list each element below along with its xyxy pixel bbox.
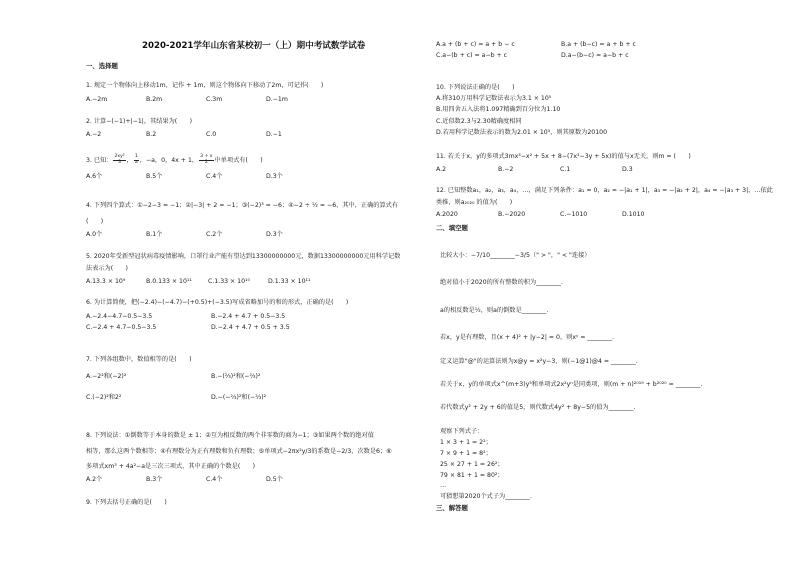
option-a: A.2个	[86, 476, 103, 483]
option-d: D.−1	[266, 131, 282, 138]
question-2: 2. 计算−(−1)+|−1|，其结果为( )	[86, 118, 192, 125]
fill-question-8-end: 可猜想第2020个式子为________.	[440, 493, 532, 500]
question-10-option-c: C.近似数2.3与2.30精确度相同	[436, 118, 522, 125]
fill-question-8-line2: 7 × 9 + 1 = 8²；	[440, 450, 492, 457]
question-10-option-d: D.若用科学记数法表示的数为2.01 × 10⁵，则其原数为20100	[436, 129, 608, 136]
question-8-line2: 相等，那么这两个数相等；④有理数分为正有理数和负有理数；⑤单项式−2πx²y/3的系数是−2/3，次数是6；⑥	[86, 448, 392, 455]
section-fill: 二、填空题	[436, 224, 468, 232]
option-d: D.1010	[622, 211, 645, 218]
option-a: A.13.3 × 10⁹	[86, 278, 126, 285]
right-column	[436, 0, 773, 562]
question-7-options-row1	[86, 373, 336, 381]
question-3: 3. 已知： $\frac{\text{2xy²}}{3}$ ， $\frac{1}{a}$ ，−a，0，4x + 1， $\frac{3 + x}{2}$ 中单项式有( )	[86, 154, 263, 165]
question-7: 7. 下列各组数中，数值相等的是( )	[86, 356, 192, 363]
fill-question-8-title: 观察下列式子：	[440, 428, 484, 435]
option-c: C.0	[206, 131, 217, 138]
question-5-line1: 5. 2020年受新型冠状病毒疫情影响，口罩行业产能有望达到13300000000元，数据13300000000元用科学记数	[86, 253, 401, 260]
option-a: A.−2m	[86, 96, 108, 103]
fill-question-4: 若x，y是有理数，且(x + 4)² + |y−2| = 0，则xʸ = ________.	[440, 334, 615, 341]
option-c: C.2个	[206, 231, 223, 238]
question-6-options-row1	[86, 313, 336, 321]
option-c: C.−2.4 + 4.7−0.5−3.5	[86, 324, 157, 331]
option-c: C.3m	[206, 96, 223, 103]
fill-question-5: 定义运算"@"的运算法则为x@y = x²y−3，则(−1@1)@4 = ________.	[440, 358, 638, 365]
question-7-options-row2	[86, 394, 336, 402]
fill-question-8-line4: 79 × 81 + 1 = 80²；	[440, 472, 504, 479]
option-d: D.3个	[266, 173, 283, 180]
left-column	[86, 0, 406, 562]
option-a: A.−2	[86, 131, 102, 138]
section-answer: 三、解答题	[436, 504, 468, 512]
page-title: 2020-2021学年山东省某校初一（上）期中考试数学试卷	[142, 41, 366, 51]
option-b: B.−2.4 + 4.7 + 0.5−3.5	[211, 313, 286, 320]
fill-question-8-line1: 1 × 3 + 1 = 2²；	[440, 439, 492, 446]
question-2-options	[86, 131, 326, 139]
option-b: B.−(⅔)²和(−⅔)²	[211, 373, 261, 380]
option-c: C.1.33 × 10¹⁰	[208, 278, 251, 285]
question-11: 11. 若关于x，y的多项式3mx³−x² + 5x + 8−(7x³−3y + 5x)的值与x无关，则m = ( )	[436, 153, 691, 160]
option-d: D.5个	[266, 476, 283, 483]
fraction: $\frac{\text{2xy²}}{3}$	[114, 154, 125, 165]
question-10-option-a: A.将310万用科学记数法表示为3.1 × 10⁵	[436, 95, 552, 102]
question-1: 1. 规定一个物体向上移动1m，记作 + 1m，则这个物体向下移动了2m，可记作( )	[86, 82, 324, 89]
question-12-line1: 12. 已知整数a₁，a₂，a₃，a₄，…，满足下列条件：a₁ = 0，a₂ = −|a₁ + 1|，a₃ = −|a₂ + 2|，a₄ = −|a₃ + 3|，…依此	[436, 187, 773, 194]
section-choice: 一、选择题	[86, 62, 118, 70]
option-c: C.4个	[206, 173, 223, 180]
question-12-options	[436, 211, 682, 219]
fill-question-1: 比较大小：−7/10________−3/5（" > "，" < "连接）	[440, 252, 591, 259]
fill-question-2: 绝对值小于2020的所有整数的积为________.	[440, 279, 563, 286]
question-4: 4. 下列四个算式：①−2−3 = −1；②|−3| + 2 = −1；③(−2)³ = −6；④−2 ÷ ½ = −6，其中，正确的算式有	[86, 202, 399, 209]
option-d: D.3	[622, 166, 633, 173]
option-c: C.a−(b + c) = a−b + c	[436, 52, 508, 59]
option-b: B.1个	[146, 231, 163, 238]
option-b: B.0.133 × 10¹¹	[146, 278, 192, 285]
question-3-options	[86, 173, 326, 181]
question-6-options-row2	[86, 324, 336, 332]
question-8-line3: 多项式xm³ + 4a²−a是三次三项式，其中正确的个数是( )	[86, 463, 256, 470]
question-10: 10. 下列说法正确的是( )	[436, 84, 515, 91]
question-9-options-row1	[436, 41, 686, 49]
question-8-options	[86, 476, 326, 484]
question-5-line2: 法表示为( )	[86, 265, 128, 272]
fill-question-6: 若关于x，y的单项式x^(m+3)y³和单项式2x²yⁿ是同类项，则(m + n)²⁰¹⁹ + b²⁰²⁰ = ________.	[440, 381, 703, 388]
question-9: 9. 下列去括号正确的是( )	[86, 499, 167, 506]
option-a: A.a + (b + c) = a + b − c	[436, 41, 515, 48]
option-b: B.−2020	[498, 211, 526, 218]
question-8-line1: 8. 下列说法：①倒数等于本身的数是 ± 1；②互为相反数的两个非零数的商为−1；③如果两个数的绝对值	[86, 432, 374, 439]
option-a: A.−2.4−4.7−0.5−3.5	[86, 313, 153, 320]
fill-question-7: 若代数式y² + 2y + 6的值是5，则代数式4y² + 8y−5的值为________.	[440, 404, 636, 411]
option-d: D.−(−⅔)²和(−⅔)²	[211, 394, 267, 401]
fraction: $\frac{1}{a}$	[134, 154, 138, 165]
option-a: A.6个	[86, 173, 103, 180]
fill-question-3: a的相反数是½，则a的倒数是________.	[440, 307, 549, 314]
option-a: A.2020	[436, 211, 458, 218]
option-b: B.3个	[146, 476, 163, 483]
option-d: D.−2.4 + 4.7 + 0.5 + 3.5	[211, 324, 290, 331]
option-d: D.1.33 × 10¹¹	[268, 278, 311, 285]
option-b: B.2	[146, 131, 157, 138]
fraction: $\frac{3 + x}{2}$	[200, 154, 213, 165]
fill-question-8-line5: …	[440, 482, 447, 489]
question-4-options	[86, 231, 326, 239]
fill-question-8-line3: 25 × 27 + 1 = 26²；	[440, 461, 504, 468]
option-d: D.a−(b−c) = a−b + c	[561, 52, 629, 59]
option-c: C.4个	[206, 476, 223, 483]
option-b: B.2m	[146, 96, 163, 103]
question-9-options-row2	[436, 52, 686, 60]
question-5-options	[86, 278, 328, 286]
question-12-line2: 类推，则a₂₀₂₀ 的值为( )	[436, 199, 513, 206]
question-11-options	[436, 166, 682, 174]
option-b: B.a + (b−c) = a + b + c	[561, 41, 636, 48]
option-a: A.0个	[86, 231, 103, 238]
question-10-option-b: B.用四舍五入法将1.097精确到百分位为1.10	[436, 106, 561, 113]
option-a: A.2	[436, 166, 447, 173]
option-c: C.1	[560, 166, 571, 173]
question-6: 6. 为计算简便，把(−2.4)−(−4.7)−(+0.5)+(−3.5)写成省略加号的和的形式，正确的是( )	[86, 299, 349, 306]
option-a: A.−2²和(−2)²	[86, 373, 127, 380]
question-4-paren: ( )	[86, 218, 104, 225]
option-d: D.−1m	[266, 96, 288, 103]
option-c: C.(−2)²和2²	[86, 394, 122, 401]
option-b: B.−2	[498, 166, 514, 173]
option-d: D.3个	[266, 231, 283, 238]
option-b: B.5个	[146, 173, 163, 180]
question-1-options	[86, 96, 326, 104]
option-c: C.−1010	[560, 211, 588, 218]
